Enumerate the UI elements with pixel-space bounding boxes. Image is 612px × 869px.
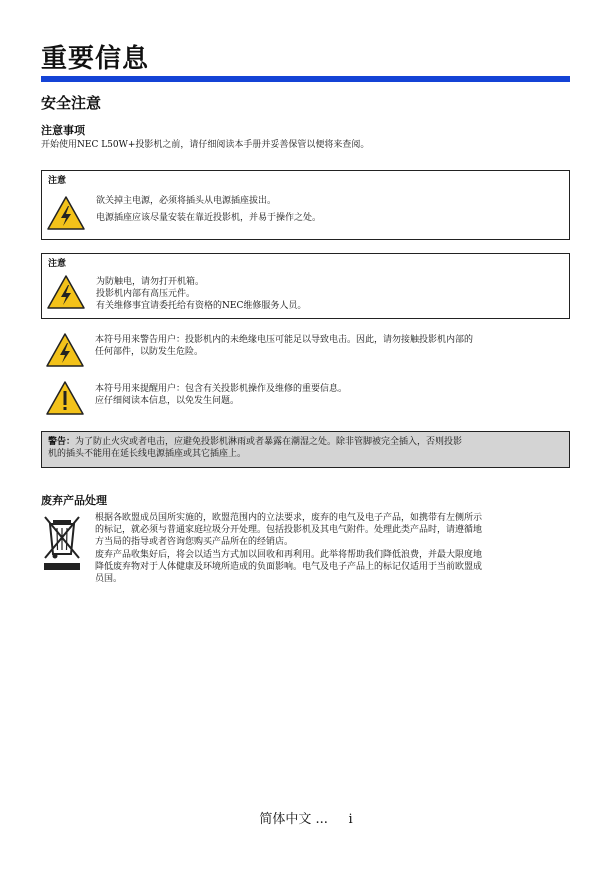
caution-line: 电源插座应该尽量安装在靠近投影机，并易于操作之处。: [96, 213, 322, 223]
symbol-note-line: 本符号用来提醒用户：包含有关投影机操作及维修的重要信息。: [95, 384, 348, 394]
caution-line: 有关维修事宜请委托给有资格的NEC维修服务人员。: [96, 301, 307, 311]
disposal-heading: 废弃产品处理: [41, 494, 107, 507]
warning-box: [41, 431, 570, 468]
disposal-line: 的标记，就必须与普通家庭垃圾分开处理。包括投影机及其电气附件。处理此类产品时，请遵循地: [95, 525, 483, 535]
warning-text: 机的插头不能用在延长线电源插座或其它插座上。: [48, 449, 247, 459]
lightning-warning-icon: [46, 195, 86, 231]
title-rule: [41, 76, 570, 82]
disposal-line: 根据各欧盟成员国所实施的，欧盟范围内的立法要求，废弃的电气及电子产品，如携带有左侧所示: [95, 513, 483, 523]
lightning-warning-icon: [45, 332, 85, 368]
crossed-bin-icon: [42, 514, 82, 572]
lightning-warning-icon: [46, 274, 86, 310]
caution-line: 欲关掉主电源，必须将插头从电源插座拔出。: [96, 196, 277, 206]
intro-text: 开始使用NEC L50W+投影机之前，请仔细阅读本手册并妥善保管以便将来查阅。: [41, 140, 370, 150]
caution-box-1: [41, 170, 570, 240]
symbol-note-line: 应仔细阅读本信息，以免发生问题。: [95, 396, 240, 406]
caution-line: 投影机内部有高压元件。: [96, 289, 196, 299]
warning-text: 为了防止火灾或者电击，应避免投影机淋雨或者暴露在潮湿之处。除非管脚被完全插入，否则投影: [75, 437, 463, 447]
exclamation-warning-icon: [45, 380, 85, 416]
caution-box-2: [41, 253, 570, 319]
page-footer: 简体中文 ... i: [259, 812, 353, 827]
section-title: 安全注意: [41, 94, 102, 112]
disposal-line: 废弃产品收集好后，将会以适当方式加以回收和再利用。此举将帮助我们降低浪费，并最大限度地: [95, 550, 483, 560]
symbol-note-line: 任何部件，以防发生危险。: [95, 347, 204, 357]
caution-box-label: 注意: [48, 176, 67, 186]
page-title: 重要信息: [41, 44, 150, 74]
disposal-line: 方当局的指导或者咨询您购买产品所在的经销店。: [95, 537, 294, 547]
symbol-note-line: 本符号用来警告用户：投影机内的未绝缘电压可能足以导致电击。因此，请勿接触投影机内部的: [95, 335, 474, 345]
caution-box-label: 注意: [48, 259, 67, 269]
caution-heading: 注意事项: [41, 124, 85, 137]
warning-label: 警告：: [48, 437, 76, 447]
disposal-line: 员国。: [95, 574, 123, 584]
caution-line: 为防触电，请勿打开机箱。: [96, 277, 205, 287]
disposal-line: 降低废弃物对于人体健康及环境所造成的负面影响。电气及电子产品上的标记仅适用于当前欧盟成: [95, 562, 483, 572]
